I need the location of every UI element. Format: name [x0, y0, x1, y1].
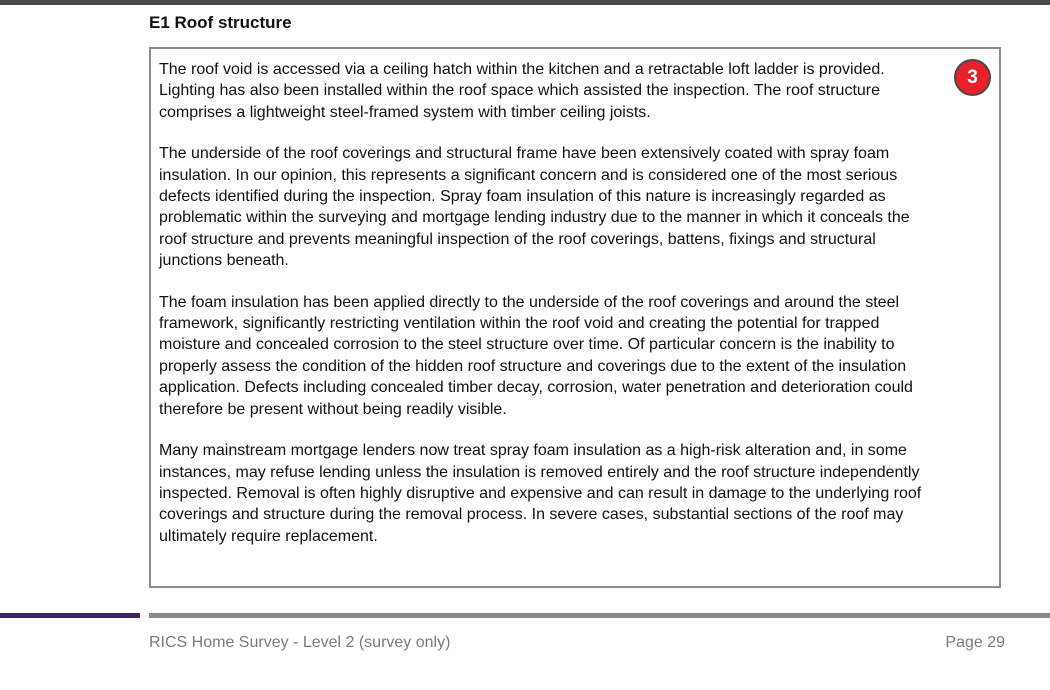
top-rule [0, 0, 1050, 5]
paragraph-ventilation: The foam insulation has been applied directly to the underside of the roof coverings and around the steel framework, significantly restricting ventilation within the roof void and creating the potential for trapped moisture and concealed corrosion to the steel structure over time. Of particular concern is the inability to properly assess the condition of the hidden roof structure and coverings due to the extent of the insulation application. Defects including concealed timber decay, corrosion, water penetration and deterioration could therefore be present without being readily visible. [159, 293, 913, 418]
footer-page-number: Page 29 [945, 634, 1005, 651]
condition-rating-badge: 3 [954, 59, 991, 96]
footer-document-name: RICS Home Survey - Level 2 (survey only) [149, 634, 451, 651]
section-title: E1 Roof structure [149, 13, 292, 32]
paragraph-spray-foam: The underside of the roof coverings and structural frame have been extensively coated with spray foam insulation. In our opinion, this represents a significant concern and is considered one of the most serious defects identified during the inspection. Spray foam insulation of this nature is increasingly regarded as problematic within the surveying and mortgage lending industry due to the manner in which it conceals the roof structure and prevents meaningful inspection of the roof coverings, battens, fixings and structural junctions beneath. [159, 145, 910, 270]
paragraph-access: The roof void is accessed via a ceiling hatch within the kitchen and a retractable loft ladder is provided. Lighting has also been installed within the roof space which assisted the inspection. The roof structure comprises a lightweight steel-framed system with timber ceiling joists. [159, 61, 885, 121]
section-content-box [149, 47, 1001, 588]
footer-rule [149, 613, 1050, 618]
footer-accent-bar [0, 613, 140, 618]
paragraph-mortgage-lenders: Many mainstream mortgage lenders now treat spray foam insulation as a high-risk alteration and, in some instances, may refuse lending unless the insulation is removed entirely and the roof structure independently inspected. Removal is often highly disruptive and expensive and can result in damage to the underlying roof coverings and structure during the removal process. In severe cases, substantial sections of the roof may ultimately require replacement. [159, 442, 922, 545]
